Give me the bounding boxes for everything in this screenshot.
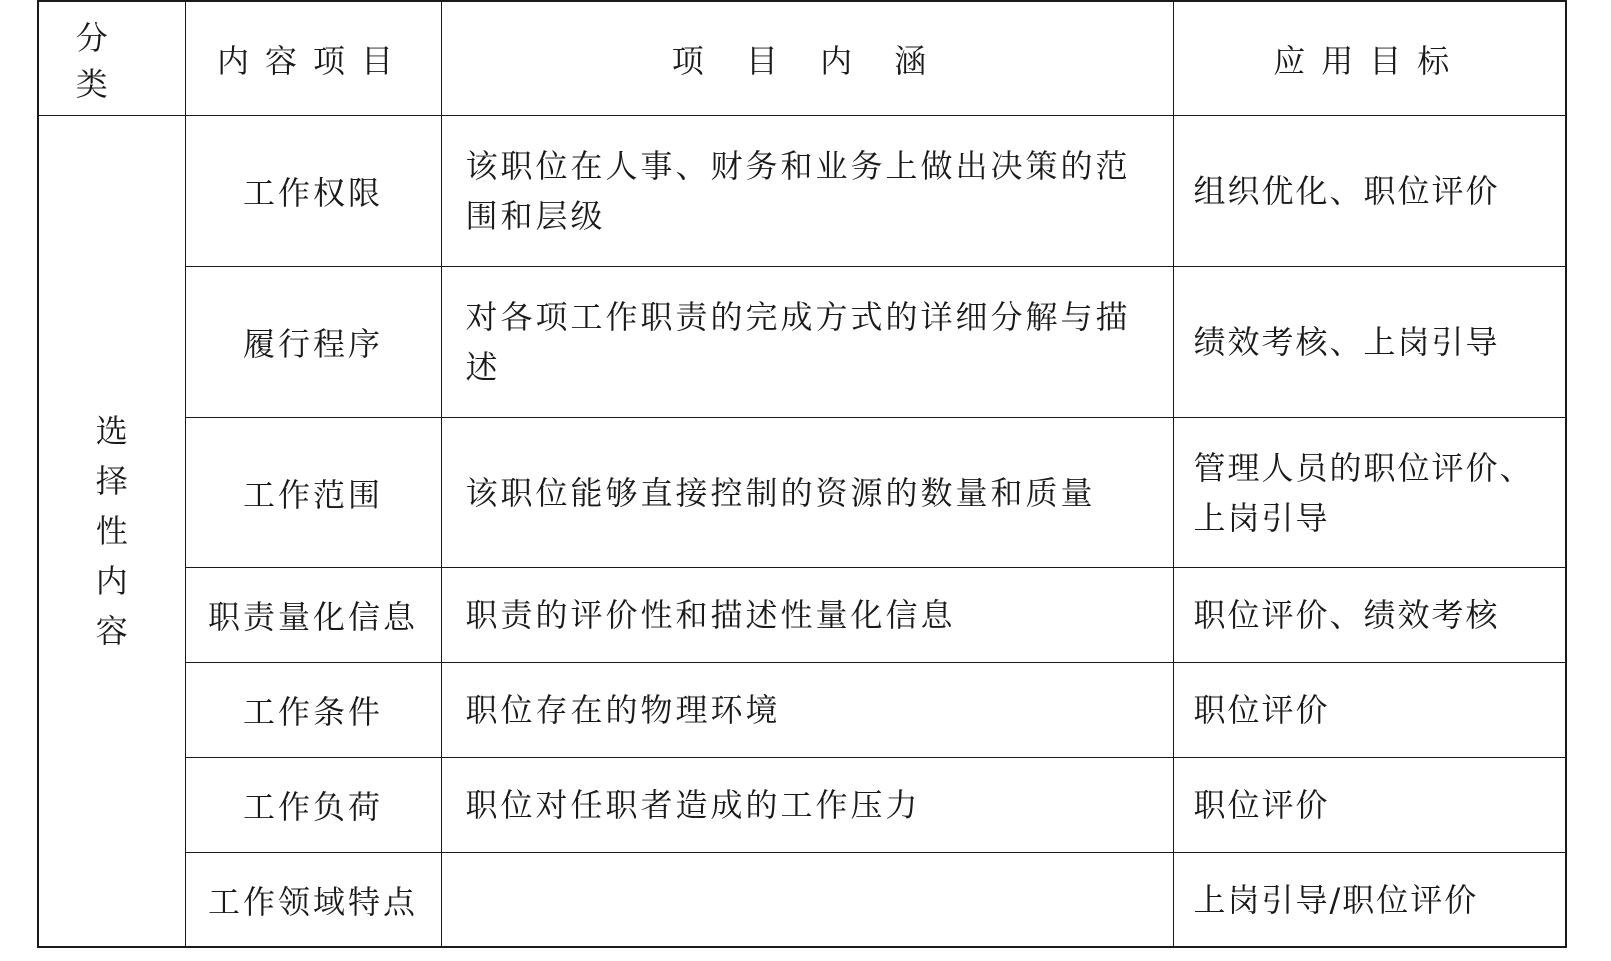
target-cell: 上岗引导/职位评价 bbox=[1173, 853, 1566, 947]
table-row bbox=[38, 758, 1566, 853]
item-cell: 履行程序 bbox=[185, 266, 441, 417]
meaning-cell: 职位对任职者造成的工作压力 bbox=[441, 758, 1173, 853]
job-analysis-table bbox=[37, 0, 1567, 948]
table-row bbox=[38, 568, 1566, 663]
meaning-cell: 职位存在的物理环境 bbox=[441, 663, 1173, 758]
table-row bbox=[38, 266, 1566, 417]
meaning-cell: 对各项工作职责的完成方式的详细分解与描述 bbox=[441, 266, 1173, 417]
target-cell: 职位评价 bbox=[1173, 758, 1566, 853]
header-row bbox=[38, 1, 1566, 116]
meaning-cell: 该职位在人事、财务和业务上做出决策的范围和层级 bbox=[441, 116, 1173, 267]
meaning-cell: 职责的评价性和描述性量化信息 bbox=[441, 568, 1173, 663]
header-item: 内容项目 bbox=[185, 1, 441, 116]
target-cell: 绩效考核、上岗引导 bbox=[1173, 266, 1566, 417]
item-cell: 工作领域特点 bbox=[185, 853, 441, 947]
header-target: 应用目标 bbox=[1173, 1, 1566, 116]
category-cell bbox=[38, 116, 185, 947]
item-cell: 工作范围 bbox=[185, 417, 441, 568]
header-meaning: 项 目 内 涵 bbox=[441, 1, 1173, 116]
category-label: 选择性内容 bbox=[95, 412, 128, 651]
target-cell: 职位评价、绩效考核 bbox=[1173, 568, 1566, 663]
table-row bbox=[38, 853, 1566, 947]
header-category: 分 类 bbox=[38, 1, 185, 116]
table-row bbox=[38, 417, 1566, 568]
meaning-cell: 该职位能够直接控制的资源的数量和质量 bbox=[441, 417, 1173, 568]
item-cell: 职责量化信息 bbox=[185, 568, 441, 663]
target-cell: 组织优化、职位评价 bbox=[1173, 116, 1566, 267]
target-cell: 职位评价 bbox=[1173, 663, 1566, 758]
item-cell: 工作负荷 bbox=[185, 758, 441, 853]
item-cell: 工作权限 bbox=[185, 116, 441, 267]
target-cell: 管理人员的职位评价、上岗引导 bbox=[1173, 417, 1566, 568]
table-row bbox=[38, 663, 1566, 758]
meaning-cell bbox=[441, 853, 1173, 947]
table-row bbox=[38, 116, 1566, 267]
item-cell: 工作条件 bbox=[185, 663, 441, 758]
